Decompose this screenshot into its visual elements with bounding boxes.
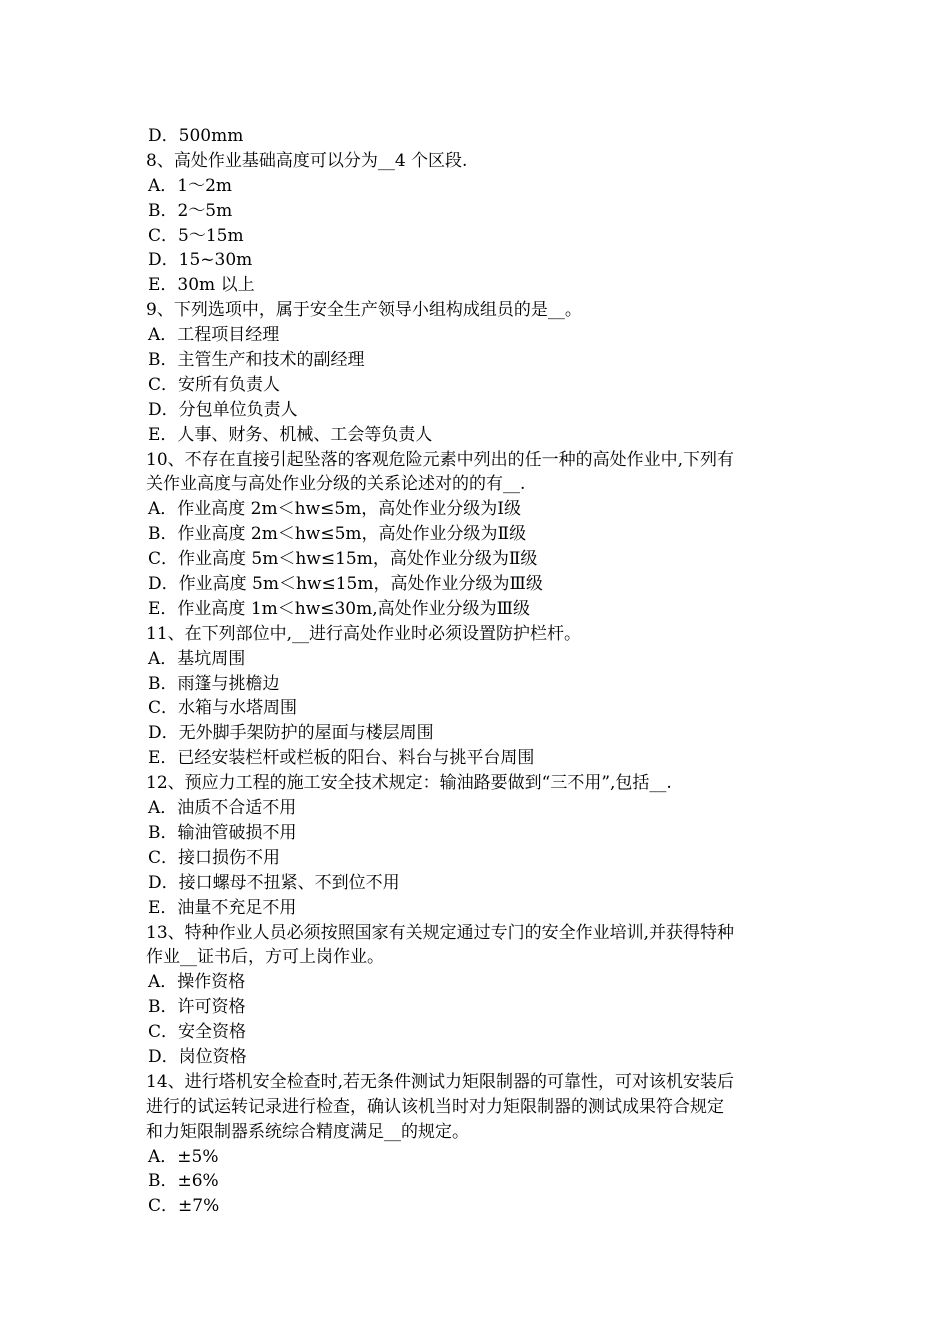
answer-option-line: A．操作资格: [148, 972, 246, 993]
answer-option-line: D．作业高度 5m＜hw≤15m，高处作业分级为Ⅲ级: [148, 574, 543, 595]
answer-option-line: D．500mm: [148, 126, 244, 146]
answer-option-line: C．接口损伤不用: [148, 847, 281, 868]
answer-option-line: C．5～15m: [148, 225, 244, 246]
answer-option-line: B．雨篷与挑檐边: [148, 673, 280, 694]
answer-option-line: D．分包单位负责人: [148, 399, 298, 420]
answer-option-line: B．作业高度 2m＜hw≤5m，高处作业分级为Ⅱ级: [148, 524, 527, 545]
question-text-line: 进行的试运转记录进行检查，确认该机当时对力矩限制器的测试成果符合规定: [146, 1096, 724, 1117]
question-text-line: 8、高处作业基础高度可以分为__4 个区段.: [146, 150, 468, 171]
answer-option-line: E．人事、财务、机械、工会等负责人: [148, 424, 433, 445]
answer-option-line: A．±5%: [148, 1146, 219, 1167]
question-text-line: 作业__证书后，方可上岗作业。: [146, 947, 384, 968]
question-text-line: 10、不存在直接引起坠落的客观危险元素中列出的任一种的高处作业中,下列有: [146, 449, 735, 470]
answer-option-line: B．许可资格: [148, 997, 246, 1018]
answer-option-line: D．无外脚手架防护的屋面与楼层周围: [148, 723, 434, 744]
question-text-line: 关作业高度与高处作业分级的关系论述对的的有__.: [146, 474, 526, 495]
question-text-line: 13、特种作业人员必须按照国家有关规定通过专门的安全作业培训,并获得特种: [146, 922, 735, 943]
answer-option-line: B．±6%: [148, 1171, 219, 1192]
answer-option-line: C．安所有负责人: [148, 374, 281, 395]
answer-option-line: C．水箱与水塔周围: [148, 698, 298, 719]
answer-option-line: D．岗位资格: [148, 1046, 247, 1067]
question-text-line: 和力矩限制器系统综合精度满足__的规定。: [146, 1121, 469, 1142]
answer-option-line: E．已经安装栏杆或栏板的阳台、料台与挑平台周围: [148, 748, 535, 769]
answer-option-line: D．接口螺母不扭紧、不到位不用: [148, 872, 400, 893]
question-text-line: 14、进行塔机安全检查时,若无条件测试力矩限制器的可靠性，可对该机安装后: [146, 1071, 735, 1092]
answer-option-line: D．15~30m: [148, 250, 253, 271]
question-text-line: 12、预应力工程的施工安全技术规定：输油路要做到“三不用”,包括__.: [146, 773, 672, 794]
answer-option-line: C．安全资格: [148, 1022, 247, 1043]
answer-option-line: B．主管生产和技术的副经理: [148, 350, 365, 371]
answer-option-line: B．2～5m: [148, 200, 233, 221]
answer-option-line: E．作业高度 1m＜hw≤30m,高处作业分级为Ⅲ级: [148, 598, 531, 619]
document-page: [146, 124, 816, 1219]
answer-option-line: A．工程项目经理: [148, 325, 280, 346]
answer-option-line: A．作业高度 2m＜hw≤5m，高处作业分级为Ⅰ级: [148, 499, 522, 520]
question-text-line: 11、在下列部位中,__进行高处作业时必须设置防护栏杆。: [146, 623, 582, 644]
answer-option-line: B．输油管破损不用: [148, 822, 297, 843]
answer-option-line: E．油量不充足不用: [148, 897, 297, 918]
answer-option-line: C．±7%: [148, 1196, 220, 1217]
question-text-line: 9、下列选项中，属于安全生产领导小组构成组员的是__。: [146, 300, 582, 321]
answer-option-line: A．1～2m: [148, 175, 233, 196]
answer-option-line: A．油质不合适不用: [148, 798, 297, 819]
answer-option-line: A．基坑周围: [148, 648, 246, 669]
answer-option-line: E．30m 以上: [148, 275, 255, 296]
answer-option-line: C．作业高度 5m＜hw≤15m，高处作业分级为Ⅱ级: [148, 549, 538, 570]
